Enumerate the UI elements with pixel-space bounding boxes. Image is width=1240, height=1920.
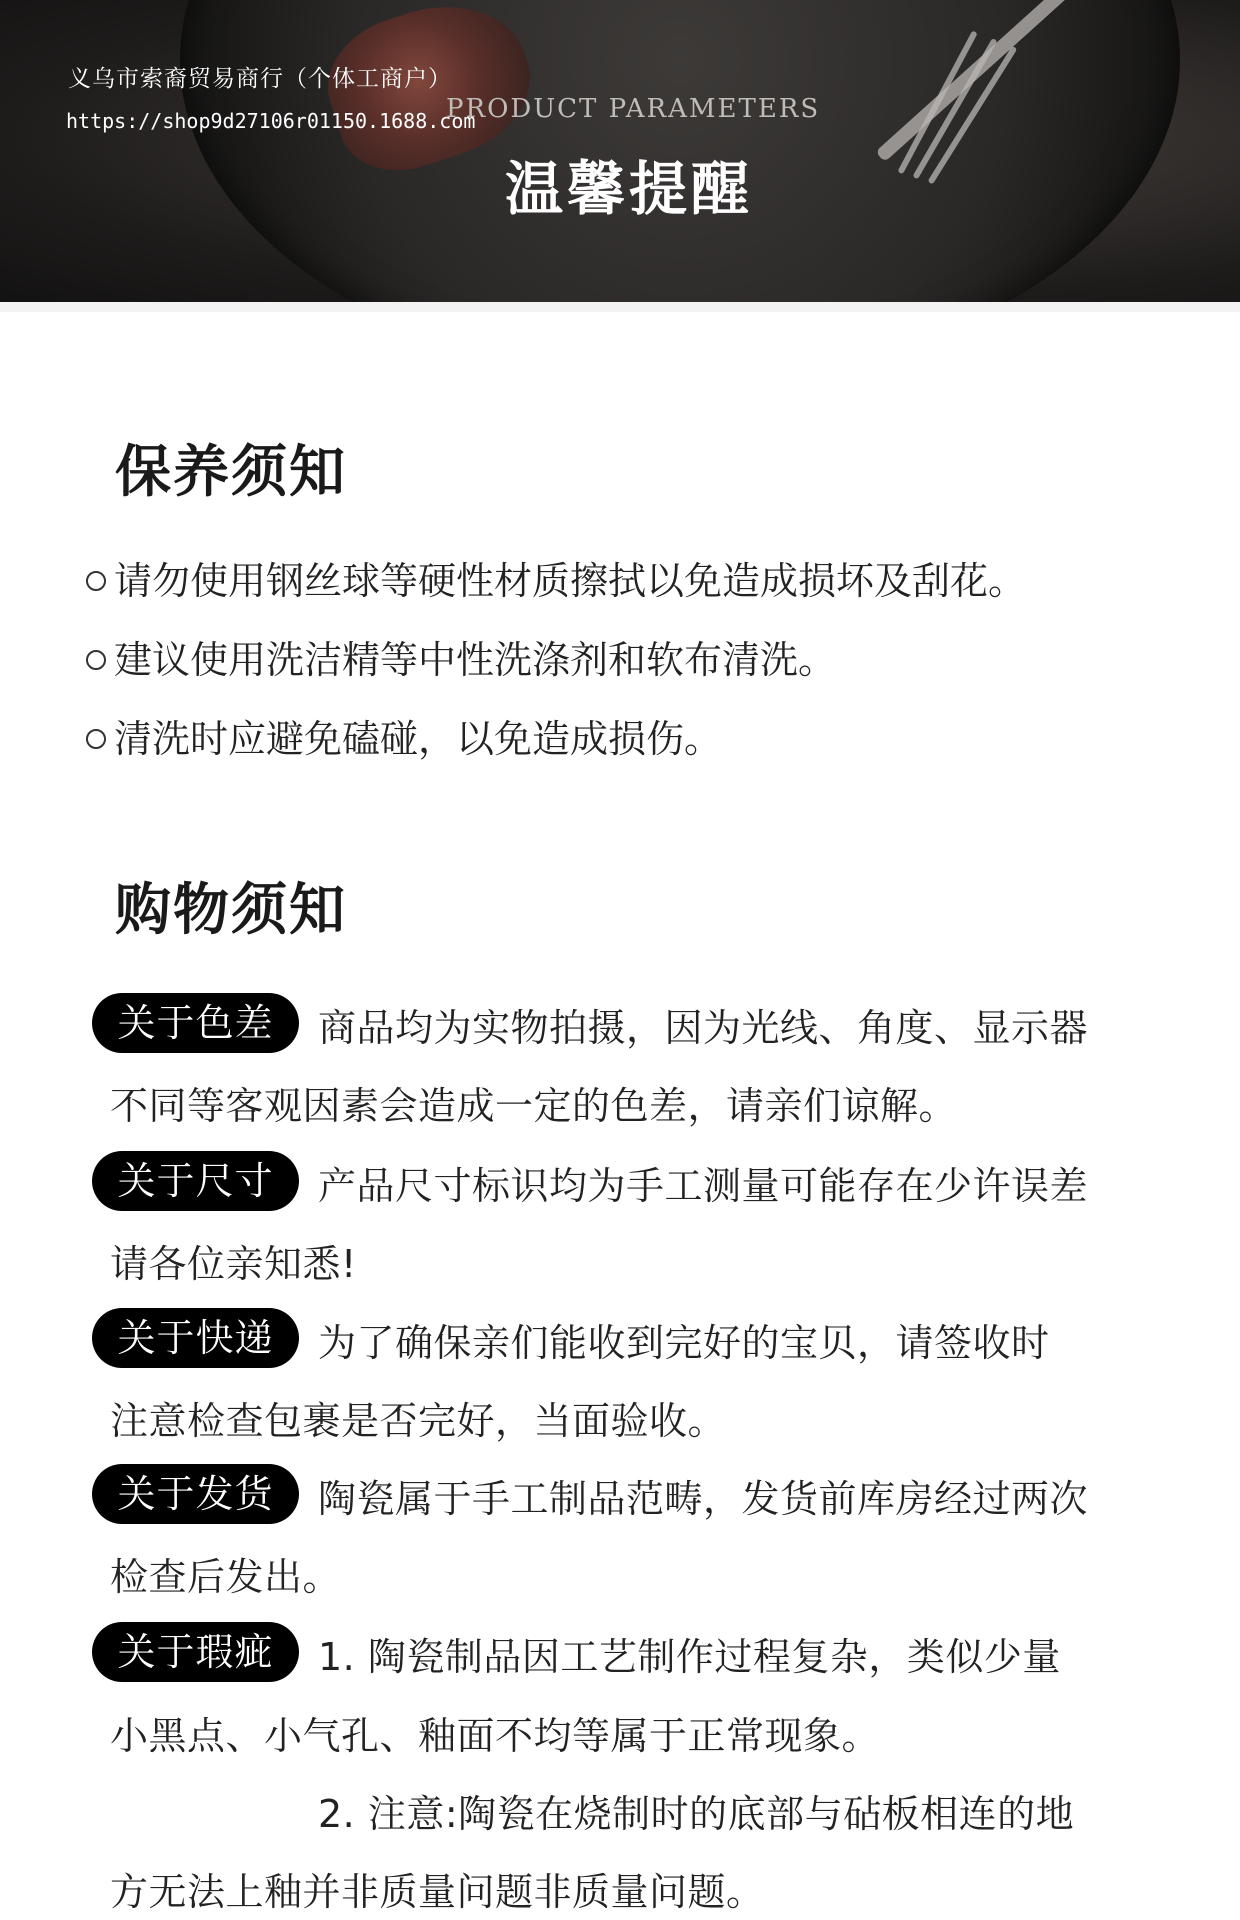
note-text: 方无法上釉并非质量问题非质量问题。 [110,1870,765,1914]
note-tag-delivery: 关于快递 [92,1308,299,1368]
note-text: 商品均为实物拍摄，因为光线、角度、显示器 [318,1006,1089,1050]
note-tag-color: 关于色差 [92,993,299,1053]
store-name-watermark: 义乌市索裔贸易商行（个体工商户） [68,66,452,92]
circle-bullet-icon [86,650,106,670]
note-text: 产品尺寸标识均为手工测量可能存在少许误差 [318,1164,1089,1208]
note-text: 小黑点、小气孔、釉面不均等属于正常现象。 [110,1714,881,1758]
note-text: 注意检查包裹是否完好，当面验收。 [110,1399,727,1443]
header-banner [0,0,1240,302]
note-tag-size: 关于尺寸 [92,1151,299,1211]
care-heading: 保养须知 [115,439,347,505]
care-item-text: 清洗时应避免磕碰，以免造成损伤。 [114,717,723,761]
note-tag-flaw: 关于瑕疵 [92,1622,299,1682]
circle-bullet-icon [86,729,106,749]
circle-bullet-icon [86,571,106,591]
store-url-watermark: https://shop9d27106r01150.1688.com [66,109,476,133]
shopping-heading: 购物须知 [115,877,347,943]
note-text: 检查后发出。 [110,1555,342,1599]
banner-label-en: PRODUCT PARAMETERS [446,94,821,124]
care-item [86,550,1026,605]
note-text: 1. 陶瓷制品因工艺制作过程复杂，类似少量 [318,1635,1061,1679]
banner-title: 温馨提醒 [505,155,754,223]
note-text: 2. 注意:陶瓷在烧制时的底部与砧板相连的地 [318,1792,1075,1836]
note-text: 请各位亲知悉! [110,1242,357,1286]
note-text: 陶瓷属于手工制品范畴，发货前库房经过两次 [318,1477,1089,1521]
note-text: 不同等客观因素会造成一定的色差，请亲们谅解。 [110,1084,958,1128]
care-item [86,629,836,684]
care-item [86,708,722,763]
care-item-text: 请勿使用钢丝球等硬性材质擦拭以免造成损坏及刮花。 [114,559,1027,603]
divider [0,302,1240,312]
note-tag-shipping: 关于发货 [92,1464,299,1524]
note-text: 为了确保亲们能收到完好的宝贝，请签收时 [318,1321,1050,1365]
care-item-text: 建议使用洗洁精等中性洗涤剂和软布清洗。 [114,638,837,682]
